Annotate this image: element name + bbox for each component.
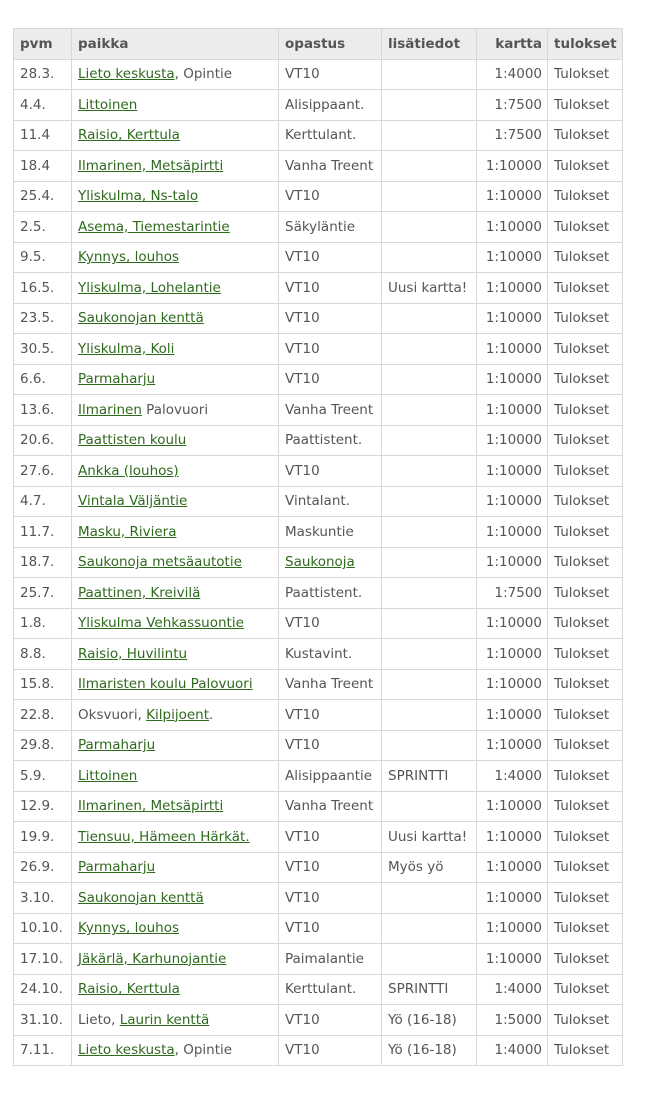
map-scale-cell: 1:10000: [477, 730, 548, 761]
table-row: [14, 90, 623, 121]
place-cell: [72, 730, 279, 761]
guidance-cell: Kustavint.: [279, 639, 382, 670]
date-cell: 13.6.: [14, 395, 72, 426]
info-cell: [382, 730, 477, 761]
info-cell: [382, 578, 477, 609]
place-link[interactable]: Raisio, Huvilintu: [78, 645, 188, 662]
table-row: [14, 730, 623, 761]
guidance-cell: Paimalantie: [279, 944, 382, 975]
results-cell: Tulokset: [548, 700, 623, 731]
place-cell: [72, 456, 279, 487]
info-cell: Uusi kartta!: [382, 822, 477, 853]
place-cell: [72, 700, 279, 731]
guidance-cell: Vanha Treent: [279, 395, 382, 426]
place-suffix: , Opintie: [174, 1042, 233, 1059]
place-cell: [72, 59, 279, 90]
date-cell: 29.8.: [14, 730, 72, 761]
map-scale-cell: 1:4000: [477, 1035, 548, 1066]
place-link[interactable]: Lieto keskusta: [78, 1042, 175, 1059]
place-cell: [72, 181, 279, 212]
table-row: [14, 547, 623, 578]
map-scale-cell: 1:4000: [477, 974, 548, 1005]
map-scale-cell: 1:4000: [477, 761, 548, 792]
results-cell: Tulokset: [548, 90, 623, 121]
results-cell: Tulokset: [548, 639, 623, 670]
map-scale-cell: 1:10000: [477, 273, 548, 304]
map-scale-cell: 1:10000: [477, 517, 548, 548]
results-cell: Tulokset: [548, 1005, 623, 1036]
place-link[interactable]: Yliskulma Vehkassuontie: [78, 615, 244, 632]
place-prefix: Lieto,: [78, 1011, 120, 1028]
place-cell: [72, 1035, 279, 1066]
place-link[interactable]: Lieto keskusta: [78, 66, 175, 83]
place-link[interactable]: Vintala Väljäntie: [78, 493, 188, 510]
date-cell: 9.5.: [14, 242, 72, 273]
results-cell: Tulokset: [548, 578, 623, 609]
table-row: [14, 334, 623, 365]
map-scale-cell: 1:10000: [477, 944, 548, 975]
date-cell: 4.7.: [14, 486, 72, 517]
guidance-cell: VT10: [279, 913, 382, 944]
results-cell: Tulokset: [548, 669, 623, 700]
info-cell: [382, 212, 477, 243]
guidance-link[interactable]: Saukonoja: [285, 554, 355, 571]
guidance-cell: Säkyläntie: [279, 212, 382, 243]
info-cell: [382, 517, 477, 548]
place-cell: [72, 486, 279, 517]
info-cell: [382, 486, 477, 517]
results-cell: Tulokset: [548, 273, 623, 304]
table-row: [14, 578, 623, 609]
map-scale-cell: 1:10000: [477, 852, 548, 883]
table-row: [14, 639, 623, 670]
place-cell: [72, 151, 279, 182]
place-cell: [72, 944, 279, 975]
date-cell: 10.10.: [14, 913, 72, 944]
results-cell: Tulokset: [548, 59, 623, 90]
results-cell: Tulokset: [548, 151, 623, 182]
table-row: [14, 486, 623, 517]
date-cell: 1.8.: [14, 608, 72, 639]
place-link[interactable]: Raisio, Kerttula: [78, 127, 180, 144]
place-link[interactable]: Kynnys, louhos: [78, 249, 179, 266]
map-scale-cell: 1:10000: [477, 700, 548, 731]
info-cell: [382, 456, 477, 487]
results-cell: Tulokset: [548, 456, 623, 487]
date-cell: 30.5.: [14, 334, 72, 365]
info-cell: [382, 334, 477, 365]
place-link[interactable]: Laurin kenttä: [119, 1011, 210, 1028]
results-cell: Tulokset: [548, 486, 623, 517]
place-cell: [72, 761, 279, 792]
date-cell: 18.4: [14, 151, 72, 182]
results-cell: Tulokset: [548, 242, 623, 273]
place-cell: [72, 334, 279, 365]
table-row: [14, 852, 623, 883]
place-suffix: , Opintie: [174, 66, 233, 83]
place-link[interactable]: Saukonojan kenttä: [78, 310, 204, 327]
date-cell: 22.8.: [14, 700, 72, 731]
place-prefix: Oksvuori,: [78, 706, 147, 723]
place-cell: [72, 852, 279, 883]
place-link[interactable]: Jäkärlä, Karhunojantie: [78, 950, 227, 967]
guidance-cell: VT10: [279, 273, 382, 304]
map-scale-cell: 1:10000: [477, 822, 548, 853]
place-link[interactable]: Saukonojan kenttä: [78, 889, 204, 906]
map-scale-cell: 1:7500: [477, 90, 548, 121]
guidance-cell: Vintalant.: [279, 486, 382, 517]
schedule-table: [13, 28, 623, 1066]
guidance-cell: VT10: [279, 334, 382, 365]
date-cell: 7.11.: [14, 1035, 72, 1066]
guidance-cell: VT10: [279, 59, 382, 90]
guidance-cell: VT10: [279, 181, 382, 212]
map-scale-cell: 1:10000: [477, 669, 548, 700]
date-cell: 11.7.: [14, 517, 72, 548]
place-cell: [72, 364, 279, 395]
results-cell: Tulokset: [548, 608, 623, 639]
info-cell: [382, 364, 477, 395]
guidance-cell: Alisippaant.: [279, 90, 382, 121]
table-row: [14, 883, 623, 914]
guidance-cell: [279, 547, 382, 578]
map-scale-cell: 1:10000: [477, 883, 548, 914]
info-cell: [382, 120, 477, 151]
map-scale-cell: 1:10000: [477, 456, 548, 487]
schedule-table-container: [13, 28, 623, 1066]
header-lisatiedot: lisätiedot: [382, 29, 477, 60]
place-cell: [72, 883, 279, 914]
results-cell: Tulokset: [548, 883, 623, 914]
guidance-cell: VT10: [279, 242, 382, 273]
guidance-cell: Kerttulant.: [279, 120, 382, 151]
guidance-cell: Vanha Treent: [279, 151, 382, 182]
guidance-cell: VT10: [279, 852, 382, 883]
place-link[interactable]: Asema, Tiemestarintie: [78, 218, 230, 235]
info-cell: [382, 59, 477, 90]
header-pvm: pvm: [14, 29, 72, 60]
table-row: [14, 913, 623, 944]
results-cell: Tulokset: [548, 212, 623, 243]
place-cell: [72, 242, 279, 273]
table-row: [14, 700, 623, 731]
info-cell: [382, 181, 477, 212]
map-scale-cell: 1:10000: [477, 547, 548, 578]
date-cell: 27.6.: [14, 456, 72, 487]
info-cell: Myös yö: [382, 852, 477, 883]
table-row: [14, 944, 623, 975]
table-row: [14, 456, 623, 487]
guidance-cell: Vanha Treent: [279, 669, 382, 700]
map-scale-cell: 1:7500: [477, 120, 548, 151]
results-cell: Tulokset: [548, 120, 623, 151]
info-cell: [382, 90, 477, 121]
place-link[interactable]: Paattisten koulu: [78, 432, 187, 449]
table-row: [14, 273, 623, 304]
table-row: [14, 303, 623, 334]
date-cell: 17.10.: [14, 944, 72, 975]
info-cell: [382, 913, 477, 944]
date-cell: 28.3.: [14, 59, 72, 90]
guidance-cell: Alisippaantie: [279, 761, 382, 792]
place-link[interactable]: Kilpijoent: [146, 706, 210, 723]
date-cell: 16.5.: [14, 273, 72, 304]
date-cell: 23.5.: [14, 303, 72, 334]
info-cell: [382, 608, 477, 639]
info-cell: [382, 669, 477, 700]
place-cell: [72, 120, 279, 151]
table-row: [14, 425, 623, 456]
info-cell: [382, 303, 477, 334]
map-scale-cell: 1:10000: [477, 334, 548, 365]
table-row: [14, 151, 623, 182]
map-scale-cell: 1:5000: [477, 1005, 548, 1036]
results-cell: Tulokset: [548, 761, 623, 792]
date-cell: 25.7.: [14, 578, 72, 609]
info-cell: [382, 547, 477, 578]
info-cell: [382, 944, 477, 975]
map-scale-cell: 1:10000: [477, 395, 548, 426]
table-row: [14, 181, 623, 212]
results-cell: Tulokset: [548, 730, 623, 761]
info-cell: Yö (16-18): [382, 1035, 477, 1066]
date-cell: 19.9.: [14, 822, 72, 853]
table-row: [14, 761, 623, 792]
guidance-cell: VT10: [279, 303, 382, 334]
date-cell: 25.4.: [14, 181, 72, 212]
table-row: [14, 1005, 623, 1036]
place-cell: [72, 425, 279, 456]
info-cell: [382, 883, 477, 914]
place-cell: [72, 90, 279, 121]
header-opastus: opastus: [279, 29, 382, 60]
place-cell: [72, 547, 279, 578]
table-row: [14, 212, 623, 243]
place-link[interactable]: Saukonoja metsäautotie: [78, 554, 242, 571]
results-cell: Tulokset: [548, 791, 623, 822]
place-cell: [72, 822, 279, 853]
results-cell: Tulokset: [548, 913, 623, 944]
map-scale-cell: 1:10000: [477, 791, 548, 822]
header-kartta: kartta: [477, 29, 548, 60]
place-link[interactable]: Parmaharju: [78, 737, 156, 754]
map-scale-cell: 1:10000: [477, 639, 548, 670]
table-row: [14, 517, 623, 548]
date-cell: 8.8.: [14, 639, 72, 670]
place-link[interactable]: Littoinen: [78, 96, 138, 113]
info-cell: [382, 395, 477, 426]
place-link[interactable]: Yliskulma, Lohelantie: [78, 279, 221, 296]
place-cell: [72, 273, 279, 304]
table-row: [14, 1035, 623, 1066]
info-cell: [382, 242, 477, 273]
date-cell: 11.4: [14, 120, 72, 151]
map-scale-cell: 1:10000: [477, 608, 548, 639]
date-cell: 15.8.: [14, 669, 72, 700]
place-link[interactable]: Paattinen, Kreivilä: [78, 584, 201, 601]
guidance-cell: VT10: [279, 1035, 382, 1066]
place-link[interactable]: Tiensuu, Hämeen Härkät.: [78, 828, 250, 845]
table-row: [14, 364, 623, 395]
place-link[interactable]: Ilmarinen, Metsäpirtti: [78, 157, 224, 174]
results-cell: Tulokset: [548, 334, 623, 365]
info-cell: Yö (16-18): [382, 1005, 477, 1036]
table-row: [14, 822, 623, 853]
table-row: [14, 608, 623, 639]
date-cell: 26.9.: [14, 852, 72, 883]
header-row: [14, 29, 623, 60]
guidance-cell: VT10: [279, 1005, 382, 1036]
map-scale-cell: 1:10000: [477, 364, 548, 395]
place-cell: [72, 395, 279, 426]
results-cell: Tulokset: [548, 425, 623, 456]
place-cell: [72, 913, 279, 944]
guidance-cell: Vanha Treent: [279, 791, 382, 822]
map-scale-cell: 1:10000: [477, 486, 548, 517]
map-scale-cell: 1:10000: [477, 151, 548, 182]
info-cell: [382, 639, 477, 670]
results-cell: Tulokset: [548, 517, 623, 548]
place-link[interactable]: Parmaharju: [78, 859, 156, 876]
place-link[interactable]: Littoinen: [78, 767, 138, 784]
results-cell: Tulokset: [548, 822, 623, 853]
date-cell: 12.9.: [14, 791, 72, 822]
guidance-cell: VT10: [279, 456, 382, 487]
results-cell: Tulokset: [548, 974, 623, 1005]
info-cell: SPRINTTI: [382, 761, 477, 792]
place-suffix: .: [209, 706, 214, 723]
date-cell: 20.6.: [14, 425, 72, 456]
date-cell: 3.10.: [14, 883, 72, 914]
results-cell: Tulokset: [548, 303, 623, 334]
header-paikka: paikka: [72, 29, 279, 60]
guidance-cell: VT10: [279, 822, 382, 853]
map-scale-cell: 1:10000: [477, 181, 548, 212]
place-cell: [72, 669, 279, 700]
place-link[interactable]: Yliskulma, Ns-talo: [78, 188, 199, 205]
table-row: [14, 669, 623, 700]
guidance-cell: Maskuntie: [279, 517, 382, 548]
place-cell: [72, 212, 279, 243]
guidance-cell: VT10: [279, 700, 382, 731]
results-cell: Tulokset: [548, 547, 623, 578]
place-link[interactable]: Ankka (louhos): [78, 462, 179, 479]
info-cell: Uusi kartta!: [382, 273, 477, 304]
date-cell: 18.7.: [14, 547, 72, 578]
date-cell: 31.10.: [14, 1005, 72, 1036]
info-cell: SPRINTTI: [382, 974, 477, 1005]
place-link[interactable]: Ilmarinen: [78, 401, 142, 418]
map-scale-cell: 1:10000: [477, 425, 548, 456]
place-cell: [72, 1005, 279, 1036]
place-link[interactable]: Kynnys, louhos: [78, 920, 179, 937]
map-scale-cell: 1:7500: [477, 578, 548, 609]
date-cell: 2.5.: [14, 212, 72, 243]
table-row: [14, 59, 623, 90]
place-cell: [72, 578, 279, 609]
guidance-cell: Kerttulant.: [279, 974, 382, 1005]
results-cell: Tulokset: [548, 1035, 623, 1066]
place-cell: [72, 608, 279, 639]
date-cell: 4.4.: [14, 90, 72, 121]
place-link[interactable]: Raisio, Kerttula: [78, 981, 180, 998]
table-row: [14, 242, 623, 273]
guidance-cell: Paattistent.: [279, 425, 382, 456]
results-cell: Tulokset: [548, 181, 623, 212]
info-cell: [382, 151, 477, 182]
info-cell: [382, 791, 477, 822]
header-tulokset: tulokset: [548, 29, 623, 60]
place-link[interactable]: Parmaharju: [78, 371, 156, 388]
place-link[interactable]: Ilmarinen, Metsäpirtti: [78, 798, 224, 815]
results-cell: Tulokset: [548, 364, 623, 395]
date-cell: 5.9.: [14, 761, 72, 792]
results-cell: Tulokset: [548, 852, 623, 883]
map-scale-cell: 1:4000: [477, 59, 548, 90]
place-suffix: Palovuori: [141, 401, 209, 418]
place-cell: [72, 974, 279, 1005]
results-cell: Tulokset: [548, 944, 623, 975]
place-link[interactable]: Ilmaristen koulu Palovuori: [78, 676, 253, 693]
date-cell: 24.10.: [14, 974, 72, 1005]
guidance-cell: VT10: [279, 883, 382, 914]
table-row: [14, 974, 623, 1005]
place-cell: [72, 639, 279, 670]
map-scale-cell: 1:10000: [477, 913, 548, 944]
place-link[interactable]: Yliskulma, Koli: [78, 340, 175, 357]
place-link[interactable]: Masku, Riviera: [78, 523, 177, 540]
map-scale-cell: 1:10000: [477, 212, 548, 243]
guidance-cell: VT10: [279, 364, 382, 395]
date-cell: 6.6.: [14, 364, 72, 395]
table-row: [14, 395, 623, 426]
place-cell: [72, 517, 279, 548]
table-row: [14, 120, 623, 151]
info-cell: [382, 700, 477, 731]
results-cell: Tulokset: [548, 395, 623, 426]
guidance-cell: VT10: [279, 730, 382, 761]
guidance-cell: Paattistent.: [279, 578, 382, 609]
guidance-cell: VT10: [279, 608, 382, 639]
place-cell: [72, 791, 279, 822]
map-scale-cell: 1:10000: [477, 242, 548, 273]
map-scale-cell: 1:10000: [477, 303, 548, 334]
place-cell: [72, 303, 279, 334]
table-row: [14, 791, 623, 822]
info-cell: [382, 425, 477, 456]
